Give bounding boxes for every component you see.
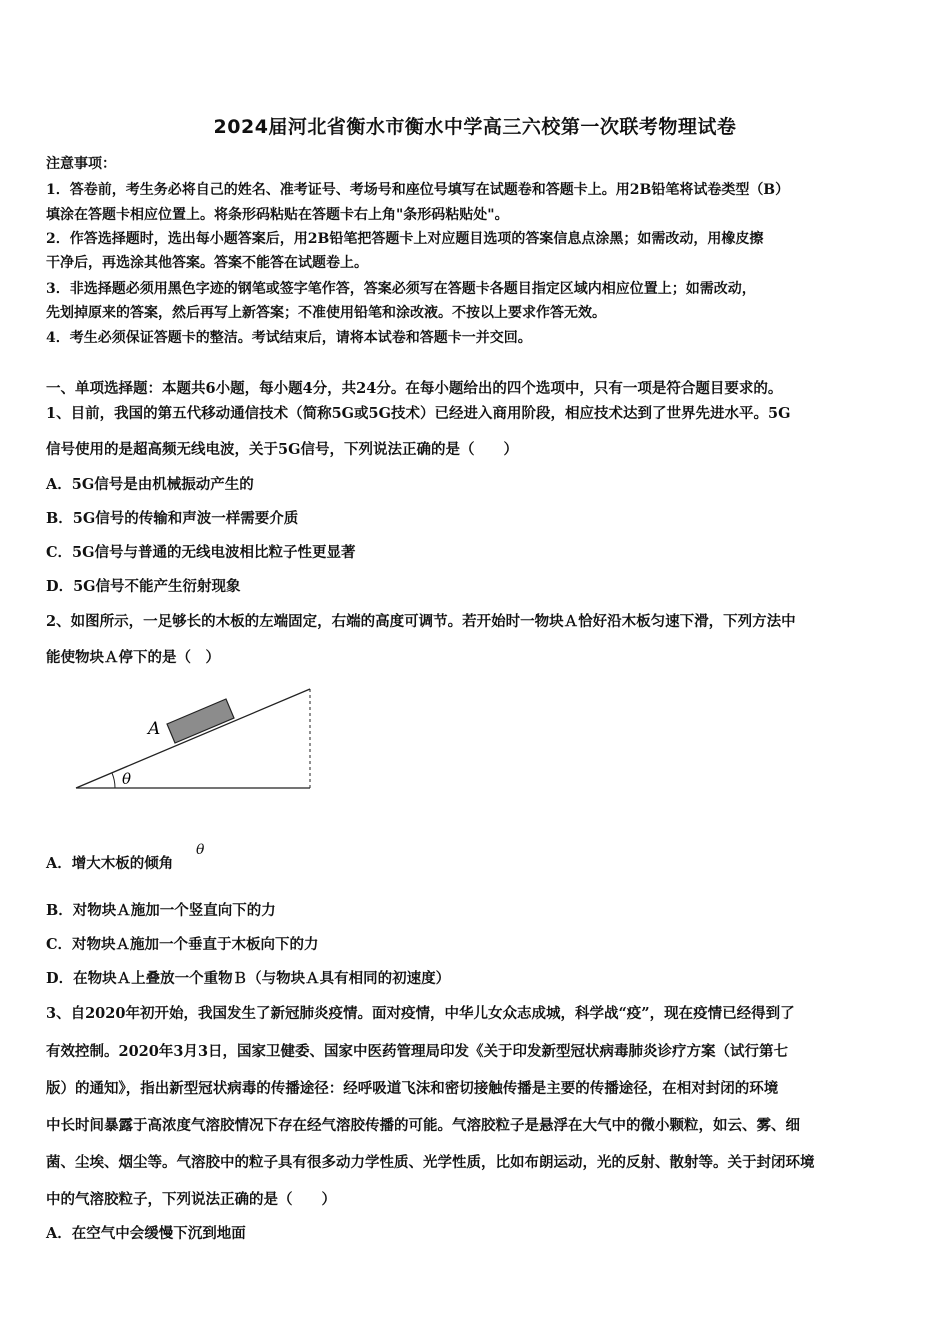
notice-line: 干净后，再选涂其他答案。答案不能答在试题卷上。 <box>46 255 368 271</box>
notice-line: 先划掉原来的答案，然后再写上新答案；不准使用铅笔和涂改液。不按以上要求作答无效。 <box>46 305 606 321</box>
question-stem-line: 中长时间暴露于高浓度气溶胶情况下存在经气溶胶传播的可能。气溶胶粒子是悬浮在大气中的微小颗粒，如云、雾、细 <box>46 1117 800 1134</box>
question-stem-line: 菌、尘埃、烟尘等。气溶胶中的粒子具有很多动力学性质、光学性质，比如布朗运动，光的反射、散射等。关于封闭环境 <box>46 1154 815 1171</box>
question-stem-line: 有效控制。2020年3月3日，国家卫健委、国家中医药管理局印发《关于印发新型冠状病毒肺炎诊疗方案（试行第七 <box>46 1043 789 1060</box>
section-heading: 一、单项选择题：本题共6小题，每小题4分，共24分。在每小题给出的四个选项中，只有一项是符合题目要求的。 <box>46 380 783 397</box>
notice-line: 1．答卷前，考生务必将自己的姓名、准考证号、考场号和座位号填写在试题卷和答题卡上。用2B铅笔将试卷类型（B） <box>46 182 790 198</box>
question-stem-line: 能使物块Ａ停下的是（ ） <box>46 649 220 666</box>
question-stem-line: 中的气溶胶粒子，下列说法正确的是（ ） <box>46 1191 336 1208</box>
angle-arc <box>112 773 115 788</box>
option-a: A．在空气中会缓慢下沉到地面 <box>46 1225 246 1242</box>
option-b: B．对物块Ａ施加一个竖直向下的力 <box>46 902 276 919</box>
question-stem-line: 信号使用的是超高频无线电波，关于5G信号，下列说法正确的是（ ） <box>46 441 518 458</box>
option-a: A．增大木板的倾角 <box>46 855 174 872</box>
notice-line: 3．非选择题必须用黑色字迹的钢笔或签字笔作答，答案必须写在答题卡各题目指定区域内相应位置上；如需改动， <box>46 281 756 297</box>
notice-line: 2．作答选择题时，选出每小题答案后，用2B铅笔把答题卡上对应题目选项的答案信息点涂黑；如需改动，用橡皮擦 <box>46 231 764 247</box>
page-title: 2024届河北省衡水市衡水中学高三六校第一次联考物理试卷 <box>213 116 737 138</box>
option-b: B．5G信号的传输和声波一样需要介质 <box>46 510 299 527</box>
question-stem-line: 1、目前，我国的第五代移动通信技术（简称5G或5G技术）已经进入商用阶段，相应技术达到了世界先进水平。5G <box>46 405 791 422</box>
notice-heading: 注意事项： <box>46 156 116 172</box>
incline-board <box>76 689 310 788</box>
notice-line: 4．考生必须保证答题卡的整洁。考试结束后，请将本试卷和答题卡一并交回。 <box>46 330 532 346</box>
notice-line: 填涂在答题卡相应位置上。将条形码粘贴在答题卡右上角"条形码粘贴处"。 <box>46 207 509 223</box>
question-stem-line: 版）的通知》，指出新型冠状病毒的传播途径：经呼吸道飞沫和密切接触传播是主要的传播途径，在相对封闭的环境 <box>46 1080 779 1097</box>
option-d: D．5G信号不能产生衍射现象 <box>46 578 241 595</box>
question-stem-line: 3、自2020年初开始，我国发生了新冠肺炎疫情。面对疫情，中华儿女众志成城，科学战“疫”，现在疫情已经得到了 <box>46 1005 795 1022</box>
option-c: C．5G信号与普通的无线电波相比粒子性更显著 <box>46 544 356 561</box>
block-a <box>167 699 234 743</box>
option-a: A．5G信号是由机械振动产生的 <box>46 476 254 493</box>
block-a-label: A <box>148 719 161 739</box>
question-stem-line: 2、如图所示，一足够长的木板的左端固定，右端的高度可调节。若开始时一物块Ａ恰好沿木板匀速下滑，下列方法中 <box>46 613 796 630</box>
incline-diagram <box>70 684 320 796</box>
angle-theta-label: θ <box>122 770 132 788</box>
option-c: C．对物块Ａ施加一个垂直于木板向下的力 <box>46 936 319 953</box>
theta-symbol: θ <box>196 842 205 858</box>
option-d: D．在物块Ａ上叠放一个重物Ｂ（与物块Ａ具有相同的初速度） <box>46 970 451 987</box>
